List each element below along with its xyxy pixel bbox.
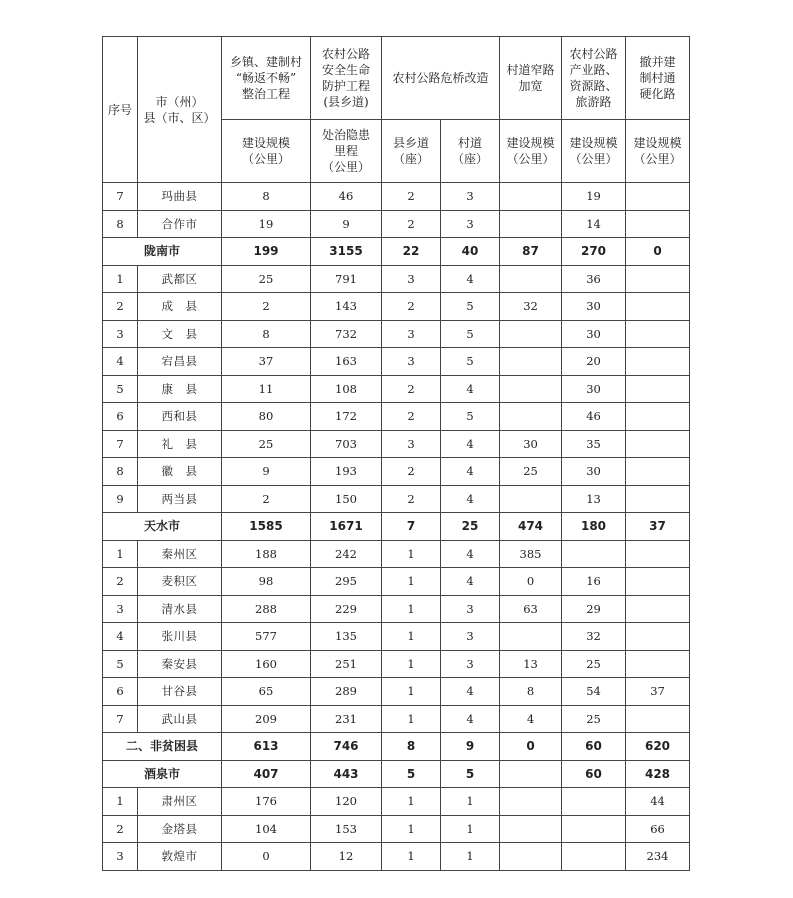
county-name-cell: 宕昌县 [138, 348, 222, 376]
table-row [103, 485, 690, 513]
value-cell-2: 193 [311, 458, 382, 486]
value-cell-6: 54 [562, 678, 626, 706]
value-cell-6: 46 [562, 403, 626, 431]
seq-cell: 8 [103, 210, 138, 238]
value-cell-5: 0 [500, 733, 562, 761]
value-cell-6 [562, 788, 626, 816]
county-name-cell: 两当县 [138, 485, 222, 513]
value-cell-3: 1 [382, 705, 441, 733]
value-cell-6: 36 [562, 265, 626, 293]
value-cell-1: 80 [222, 403, 311, 431]
value-cell-2: 3155 [311, 238, 382, 266]
subtotal-row [103, 733, 690, 761]
header-row-1 [103, 37, 690, 120]
seq-cell: 3 [103, 843, 138, 871]
value-cell-4: 25 [441, 513, 500, 541]
value-cell-1: 11 [222, 375, 311, 403]
value-cell-2: 108 [311, 375, 382, 403]
value-cell-7 [626, 650, 690, 678]
value-cell-4: 4 [441, 678, 500, 706]
value-cell-4: 4 [441, 705, 500, 733]
county-name-cell: 清水县 [138, 595, 222, 623]
value-cell-2: 791 [311, 265, 382, 293]
value-cell-1: 0 [222, 843, 311, 871]
value-cell-7: 234 [626, 843, 690, 871]
value-cell-3: 1 [382, 843, 441, 871]
value-cell-2: 153 [311, 815, 382, 843]
value-cell-2: 120 [311, 788, 382, 816]
value-cell-7: 37 [626, 678, 690, 706]
region-name-cell: 二、非贫困县 [103, 733, 222, 761]
value-cell-2: 443 [311, 760, 382, 788]
subheader-2: 处治隐患 里程 （公里） [311, 120, 382, 183]
value-cell-4: 1 [441, 788, 500, 816]
value-cell-5 [500, 403, 562, 431]
value-cell-2: 289 [311, 678, 382, 706]
value-cell-5: 30 [500, 430, 562, 458]
value-cell-1: 1585 [222, 513, 311, 541]
region-name-cell: 陇南市 [103, 238, 222, 266]
value-cell-7 [626, 403, 690, 431]
value-cell-3: 2 [382, 293, 441, 321]
value-cell-2: 229 [311, 595, 382, 623]
seq-cell: 6 [103, 403, 138, 431]
value-cell-1: 25 [222, 430, 311, 458]
value-cell-6: 13 [562, 485, 626, 513]
value-cell-6: 30 [562, 458, 626, 486]
table-row [103, 843, 690, 871]
value-cell-1: 160 [222, 650, 311, 678]
county-name-cell: 文 县 [138, 320, 222, 348]
value-cell-1: 65 [222, 678, 311, 706]
value-cell-4: 3 [441, 623, 500, 651]
header-group-4: 村道窄路 加宽 [500, 37, 562, 120]
table-row [103, 623, 690, 651]
header-county: 市（州） 县（市、区） [138, 37, 222, 183]
value-cell-2: 703 [311, 430, 382, 458]
value-cell-5: 4 [500, 705, 562, 733]
value-cell-2: 295 [311, 568, 382, 596]
header-group-5: 农村公路 产业路、 资源路、 旅游路 [562, 37, 626, 120]
value-cell-6 [562, 540, 626, 568]
subtotal-row [103, 760, 690, 788]
value-cell-3: 1 [382, 623, 441, 651]
value-cell-5 [500, 760, 562, 788]
county-name-cell: 武都区 [138, 265, 222, 293]
value-cell-7 [626, 430, 690, 458]
header-seq: 序号 [103, 37, 138, 183]
table-row [103, 293, 690, 321]
value-cell-7 [626, 623, 690, 651]
value-cell-3: 3 [382, 320, 441, 348]
value-cell-4: 1 [441, 843, 500, 871]
value-cell-4: 3 [441, 595, 500, 623]
value-cell-5: 25 [500, 458, 562, 486]
value-cell-6: 20 [562, 348, 626, 376]
value-cell-1: 8 [222, 183, 311, 211]
subheader-1: 建设规模 （公里） [222, 120, 311, 183]
table-row [103, 595, 690, 623]
value-cell-4: 9 [441, 733, 500, 761]
seq-cell: 8 [103, 458, 138, 486]
county-name-cell: 秦州区 [138, 540, 222, 568]
value-cell-7 [626, 348, 690, 376]
value-cell-4: 40 [441, 238, 500, 266]
value-cell-5: 0 [500, 568, 562, 596]
value-cell-4: 4 [441, 568, 500, 596]
value-cell-7: 37 [626, 513, 690, 541]
value-cell-4: 4 [441, 430, 500, 458]
value-cell-1: 8 [222, 320, 311, 348]
table-row [103, 705, 690, 733]
county-name-cell: 西和县 [138, 403, 222, 431]
county-name-cell: 敦煌市 [138, 843, 222, 871]
county-name-cell: 张川县 [138, 623, 222, 651]
value-cell-2: 12 [311, 843, 382, 871]
value-cell-5: 385 [500, 540, 562, 568]
value-cell-7 [626, 210, 690, 238]
value-cell-3: 2 [382, 375, 441, 403]
seq-cell: 7 [103, 705, 138, 733]
value-cell-1: 176 [222, 788, 311, 816]
value-cell-5 [500, 485, 562, 513]
value-cell-6: 30 [562, 375, 626, 403]
seq-cell: 6 [103, 678, 138, 706]
seq-cell: 4 [103, 348, 138, 376]
value-cell-5 [500, 788, 562, 816]
value-cell-2: 135 [311, 623, 382, 651]
value-cell-2: 732 [311, 320, 382, 348]
value-cell-3: 22 [382, 238, 441, 266]
value-cell-4: 4 [441, 265, 500, 293]
county-name-cell: 麦积区 [138, 568, 222, 596]
value-cell-4: 5 [441, 403, 500, 431]
county-name-cell: 武山县 [138, 705, 222, 733]
value-cell-7: 66 [626, 815, 690, 843]
value-cell-1: 104 [222, 815, 311, 843]
value-cell-1: 577 [222, 623, 311, 651]
value-cell-1: 613 [222, 733, 311, 761]
value-cell-7 [626, 458, 690, 486]
value-cell-7 [626, 568, 690, 596]
value-cell-2: 9 [311, 210, 382, 238]
value-cell-3: 5 [382, 760, 441, 788]
value-cell-3: 8 [382, 733, 441, 761]
value-cell-1: 2 [222, 485, 311, 513]
value-cell-3: 1 [382, 650, 441, 678]
value-cell-2: 231 [311, 705, 382, 733]
value-cell-4: 4 [441, 485, 500, 513]
value-cell-2: 172 [311, 403, 382, 431]
value-cell-5: 32 [500, 293, 562, 321]
value-cell-3: 3 [382, 430, 441, 458]
value-cell-2: 163 [311, 348, 382, 376]
value-cell-5 [500, 843, 562, 871]
value-cell-4: 4 [441, 375, 500, 403]
value-cell-3: 1 [382, 595, 441, 623]
subheader-7: 建设规模 （公里） [626, 120, 690, 183]
value-cell-5: 13 [500, 650, 562, 678]
seq-cell: 1 [103, 788, 138, 816]
table-row [103, 458, 690, 486]
value-cell-7 [626, 595, 690, 623]
subheader-6: 建设规模 （公里） [562, 120, 626, 183]
county-name-cell: 金塔县 [138, 815, 222, 843]
value-cell-5 [500, 623, 562, 651]
value-cell-1: 2 [222, 293, 311, 321]
value-cell-3: 3 [382, 265, 441, 293]
value-cell-6: 180 [562, 513, 626, 541]
value-cell-6 [562, 815, 626, 843]
county-name-cell: 合作市 [138, 210, 222, 238]
value-cell-6: 14 [562, 210, 626, 238]
value-cell-6: 16 [562, 568, 626, 596]
value-cell-2: 251 [311, 650, 382, 678]
county-name-cell: 成 县 [138, 293, 222, 321]
value-cell-7 [626, 293, 690, 321]
value-cell-1: 209 [222, 705, 311, 733]
value-cell-7: 428 [626, 760, 690, 788]
table-row [103, 375, 690, 403]
value-cell-3: 2 [382, 485, 441, 513]
value-cell-5 [500, 210, 562, 238]
region-name-cell: 天水市 [103, 513, 222, 541]
value-cell-4: 1 [441, 815, 500, 843]
county-name-cell: 秦安县 [138, 650, 222, 678]
value-cell-3: 7 [382, 513, 441, 541]
value-cell-5 [500, 265, 562, 293]
value-cell-4: 5 [441, 348, 500, 376]
county-name-cell: 甘谷县 [138, 678, 222, 706]
value-cell-6: 25 [562, 705, 626, 733]
value-cell-7 [626, 705, 690, 733]
value-cell-3: 1 [382, 815, 441, 843]
value-cell-3: 2 [382, 403, 441, 431]
value-cell-3: 1 [382, 678, 441, 706]
value-cell-4: 4 [441, 458, 500, 486]
county-name-cell: 徽 县 [138, 458, 222, 486]
seq-cell: 2 [103, 815, 138, 843]
value-cell-7 [626, 485, 690, 513]
seq-cell: 4 [103, 623, 138, 651]
seq-cell: 1 [103, 540, 138, 568]
value-cell-6: 270 [562, 238, 626, 266]
value-cell-6 [562, 843, 626, 871]
value-cell-5: 87 [500, 238, 562, 266]
value-cell-6: 30 [562, 293, 626, 321]
subtotal-row [103, 513, 690, 541]
value-cell-4: 5 [441, 293, 500, 321]
value-cell-6: 30 [562, 320, 626, 348]
seq-cell: 1 [103, 265, 138, 293]
data-table [102, 36, 690, 871]
value-cell-3: 2 [382, 183, 441, 211]
table-row [103, 265, 690, 293]
value-cell-5: 63 [500, 595, 562, 623]
value-cell-1: 37 [222, 348, 311, 376]
value-cell-3: 1 [382, 568, 441, 596]
value-cell-6: 60 [562, 760, 626, 788]
subtotal-row [103, 238, 690, 266]
value-cell-2: 242 [311, 540, 382, 568]
subheader-5: 建设规模 （公里） [500, 120, 562, 183]
value-cell-6: 19 [562, 183, 626, 211]
header-group-6: 撤并建 制村通 硬化路 [626, 37, 690, 120]
value-cell-1: 98 [222, 568, 311, 596]
value-cell-1: 9 [222, 458, 311, 486]
value-cell-7: 620 [626, 733, 690, 761]
header-group-2: 农村公路 安全生命 防护工程 (县乡道) [311, 37, 382, 120]
value-cell-4: 5 [441, 760, 500, 788]
value-cell-1: 188 [222, 540, 311, 568]
value-cell-3: 2 [382, 210, 441, 238]
value-cell-1: 19 [222, 210, 311, 238]
seq-cell: 7 [103, 430, 138, 458]
value-cell-7 [626, 540, 690, 568]
value-cell-4: 3 [441, 210, 500, 238]
seq-cell: 5 [103, 650, 138, 678]
value-cell-3: 2 [382, 458, 441, 486]
value-cell-4: 3 [441, 183, 500, 211]
seq-cell: 7 [103, 183, 138, 211]
value-cell-7 [626, 265, 690, 293]
value-cell-5 [500, 183, 562, 211]
county-name-cell: 玛曲县 [138, 183, 222, 211]
value-cell-1: 25 [222, 265, 311, 293]
table-row [103, 650, 690, 678]
county-name-cell: 肃州区 [138, 788, 222, 816]
value-cell-1: 199 [222, 238, 311, 266]
value-cell-2: 1671 [311, 513, 382, 541]
value-cell-5 [500, 815, 562, 843]
value-cell-6: 32 [562, 623, 626, 651]
table-row [103, 678, 690, 706]
seq-cell: 2 [103, 293, 138, 321]
value-cell-4: 4 [441, 540, 500, 568]
seq-cell: 9 [103, 485, 138, 513]
value-cell-6: 35 [562, 430, 626, 458]
table-row [103, 403, 690, 431]
subheader-4: 村道 （座） [441, 120, 500, 183]
value-cell-7 [626, 375, 690, 403]
value-cell-3: 1 [382, 540, 441, 568]
value-cell-2: 46 [311, 183, 382, 211]
subheader-3: 县乡道 （座） [382, 120, 441, 183]
value-cell-7: 0 [626, 238, 690, 266]
seq-cell: 3 [103, 320, 138, 348]
value-cell-5: 8 [500, 678, 562, 706]
value-cell-2: 143 [311, 293, 382, 321]
table-row [103, 540, 690, 568]
value-cell-4: 3 [441, 650, 500, 678]
header-group-1: 乡镇、建制村 “畅返不畅” 整治工程 [222, 37, 311, 120]
table-row [103, 210, 690, 238]
value-cell-1: 288 [222, 595, 311, 623]
value-cell-1: 407 [222, 760, 311, 788]
seq-cell: 3 [103, 595, 138, 623]
table-row [103, 568, 690, 596]
table-row [103, 348, 690, 376]
value-cell-5 [500, 375, 562, 403]
value-cell-4: 5 [441, 320, 500, 348]
table-row [103, 788, 690, 816]
region-name-cell: 酒泉市 [103, 760, 222, 788]
value-cell-3: 1 [382, 788, 441, 816]
value-cell-5: 474 [500, 513, 562, 541]
county-name-cell: 礼 县 [138, 430, 222, 458]
value-cell-5 [500, 348, 562, 376]
seq-cell: 2 [103, 568, 138, 596]
table-row [103, 815, 690, 843]
value-cell-2: 746 [311, 733, 382, 761]
header-group-3: 农村公路危桥改造 [382, 37, 500, 120]
seq-cell: 5 [103, 375, 138, 403]
table-row [103, 430, 690, 458]
value-cell-6: 29 [562, 595, 626, 623]
value-cell-6: 25 [562, 650, 626, 678]
value-cell-7: 44 [626, 788, 690, 816]
value-cell-7 [626, 320, 690, 348]
value-cell-5 [500, 320, 562, 348]
county-name-cell: 康 县 [138, 375, 222, 403]
value-cell-7 [626, 183, 690, 211]
value-cell-3: 3 [382, 348, 441, 376]
table-row [103, 320, 690, 348]
value-cell-6: 60 [562, 733, 626, 761]
value-cell-2: 150 [311, 485, 382, 513]
table-row [103, 183, 690, 211]
